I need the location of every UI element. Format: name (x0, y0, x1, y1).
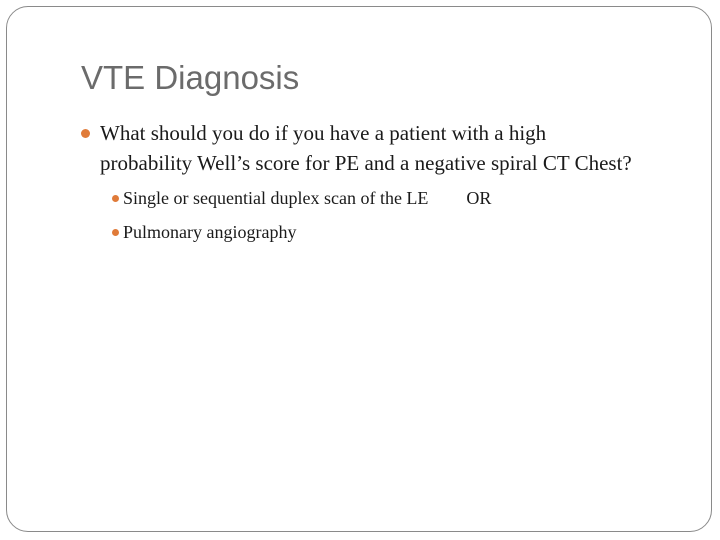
sub-bullet-item (112, 186, 640, 210)
sub-bullet-dot-icon (112, 195, 119, 202)
bullet-text: What should you do if you have a patient with a high probability Well’s score for PE and a negative spiral CT Chest? (100, 121, 632, 175)
sub-bullet-item (112, 220, 640, 244)
sub-bullet-text: Pulmonary angiography (123, 222, 297, 242)
bullet-dot-icon (81, 129, 90, 138)
sub-bullet-suffix: OR (466, 188, 492, 208)
sub-bullet-dot-icon (112, 229, 119, 236)
sub-bullet-text: Single or sequential duplex scan of the LE (123, 188, 429, 208)
bullet-list (80, 118, 640, 244)
slide-title: VTE Diagnosis (81, 59, 300, 96)
bullet-item (80, 118, 640, 178)
